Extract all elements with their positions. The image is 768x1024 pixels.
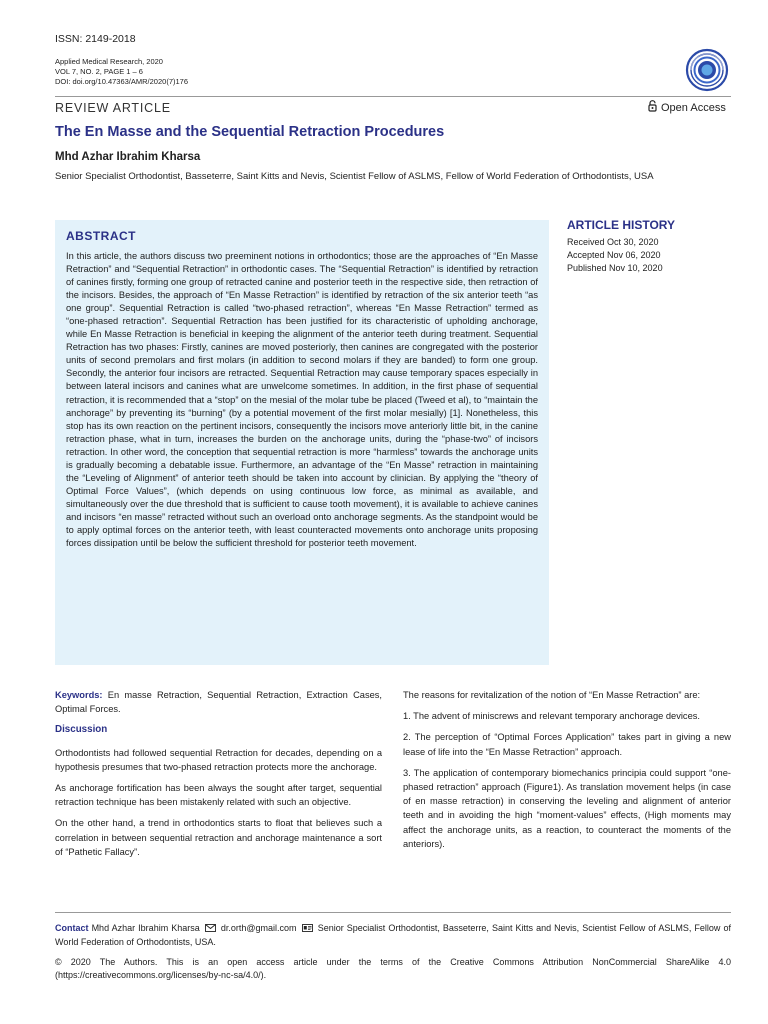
- history-published: Published Nov 10, 2020: [567, 263, 663, 273]
- keywords: [55, 688, 382, 716]
- article-title: The En Masse and the Sequential Retraction Procedures: [55, 124, 445, 140]
- email-icon: [205, 923, 216, 936]
- discussion-heading: Discussion: [55, 724, 108, 736]
- contact-info: [55, 922, 731, 949]
- header-divider: [55, 96, 731, 97]
- list-item: 1. The advent of miniscrews and relevant temporary anchorage devices.: [403, 711, 700, 722]
- body-paragraph: Orthodontists had followed sequential Retraction for decades, depending on a hypothesis presumes that two-phased retraction protects more the anchorage.: [55, 747, 382, 772]
- author-name: Mhd Azhar Ibrahim Kharsa: [55, 151, 201, 163]
- body-right-column: [403, 688, 731, 858]
- open-access-label: Open Access: [661, 101, 726, 114]
- abstract-text: In this article, the authors discuss two preeminent notions in orthodontics; those are the approaches of “En Masse Retraction” and “Sequential Retraction” in orthodontic cases. The “Sequential Retraction” is identified by retraction of canines firstly, forming one group of retracted canine and posterior teeth in the respective side, then retraction of the incisors. Besides, the approach of “En Masse Retraction” is identified by retraction of the six anterior teeth “as one group”. Sequential Retraction is called “two-phased retraction”, whereas “En Masse Retraction” termed as “one-phased retraction”. Sequential Retraction has been justified for its characteristic of upholding anchorage, while En Masse Retraction is beneficial in keeping the alignment of the anterior teeth during treatment. Sequential Retraction has two phases: Firstly, canines are moved posteriorly, then canines are congregated with the posterior units of second premolars and first molars (in addition to second molars if they are banded) to form one group. Secondly, the anterior four incisors are retracted. Sequential Retraction may cause temporary spaces especially in between lateral incisors and canines what are unwelcome sometimes. In addition, in the first phase of sequential retraction, it is recommended that a “stop” on the mesial of the molar tube be placed (Tweed et al), to “maintain the anchorage” by preventing its “burning” (by a potential movement of the first molar mesially) [1]. Nonetheless, this stop has its own reaction on the pertinent incisors, consequently the incisors move anteriorly little bit, in the canine retraction phase, what in turn, increases the burden on the anchorage units, during the “phase-two” of incisors retraction. In other word, the conception that sequential retraction is more “harmless” towards the anchorage units is gradually becoming a debatable issue. Furthermore, an advantage of the “En Masse” retraction in maintaining the “Leveling of Alignment” of anterior teeth should be taken into account by clinician. By applying the “theory of Optimal Force Values”, (which depends on using continuous low force, as minimal as available, and simultaneously over the due threshold that is sufficient to cause tooth movement), it is available to achieve canines and incisors “en masse” retracted without such an overload onto anchorage segments. As the standpoint would be to apply optimal forces on the anterior teeth, with least counteracted movements onto anchorage units proposing forces dissipation until be below the sufficient threshold for posterior teeth movement.: [66, 251, 538, 549]
- abstract-box: [55, 220, 549, 665]
- contact-email[interactable]: dr.orth@gmail.com: [220, 923, 297, 933]
- body-left-column: [55, 688, 382, 866]
- history-received: Received Oct 30, 2020: [567, 237, 659, 247]
- article-type: REVIEW ARTICLE: [55, 101, 171, 115]
- article-history: [567, 218, 732, 275]
- abstract-heading: ABSTRACT: [66, 229, 136, 243]
- author-affiliation: Senior Specialist Orthodontist, Basseterre, Saint Kitts and Nevis, Scientist Fellow of ASLMS, Fellow of World Federation of Orthodontists, USA: [55, 171, 654, 182]
- address-card-icon: [302, 923, 313, 936]
- contact-label: Contact: [55, 923, 89, 933]
- open-access-badge: [648, 100, 726, 115]
- issn: ISSN: 2149-2018: [55, 33, 136, 45]
- history-accepted: Accepted Nov 06, 2020: [567, 250, 661, 260]
- journal-info: [55, 57, 188, 87]
- journal-logo-icon: [685, 48, 729, 92]
- list-item: 3. The application of contemporary biomechanics principia could support “one-phased retraction” approach (Figure1). As translation movement helps (in case of en masse retraction) in conserving the leveling and alignment of anterior teeth and in avoiding the high “moment-values” effects, (High moments may affect the anchorage units, as a reaction, to counteract the moments of the anteriors).: [403, 767, 731, 849]
- footer-divider: [55, 912, 731, 913]
- contact-affiliation: Senior Specialist Orthodontist, Basseterre, Saint Kitts and Nevis, Scientist Fellow of ASLMS, Fellow of World Federation of Orthodontists, USA.: [55, 923, 731, 947]
- open-access-lock-icon: [648, 100, 657, 115]
- list-item: 2. The perception of “Optimal Forces Application” takes part in giving a new lease of life into the “En Masse Retraction” approach.: [403, 732, 731, 757]
- keywords-text: En masse Retraction, Sequential Retraction, Extraction Cases, Optimal Forces.: [55, 690, 382, 715]
- volume-info: VOL 7, NO. 2, PAGE 1 – 6: [55, 67, 143, 76]
- journal-name: Applied Medical Research, 2020: [55, 57, 163, 66]
- body-paragraph: The reasons for revitalization of the notion of “En Masse Retraction” are:: [403, 690, 701, 700]
- history-heading: ARTICLE HISTORY: [567, 218, 676, 232]
- contact-name: Mhd Azhar Ibrahim Kharsa: [91, 923, 200, 933]
- body-paragraph: As anchorage fortification has been always the sought after target, sequential retraction technique has been mistakenly related with such an objective.: [55, 783, 382, 808]
- license-text: © 2020 The Authors. This is an open access article under the terms of the Creative Commons Attribution NonCommercial ShareAlike 4.0 (https://creativecommons.org/licenses/by-nc-sa/4.0/).: [55, 957, 731, 980]
- doi[interactable]: DOI: doi.org/10.47363/AMR/2020(7)176: [55, 77, 188, 86]
- keywords-label: Keywords:: [55, 690, 103, 700]
- body-paragraph: On the other hand, a trend in orthodontics starts to float that believes such a correlation in between sequential retraction and anchorage maintenance a sort of “Pathetic Fallacy”.: [55, 818, 382, 857]
